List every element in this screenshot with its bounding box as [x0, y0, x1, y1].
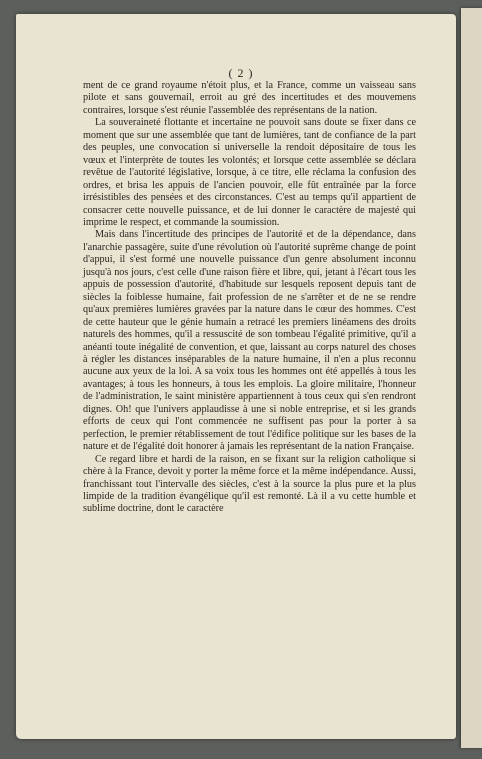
- page-number: ( 2 ): [228, 66, 254, 80]
- paragraph: Mais dans l'incertitude des principes de l'autorité et de la dépendance, dans l'anarchie passagère, suite d'une révolution où l'autorité suprême change de point d'appui, il s'est formé une nouvelle puissance d'un genre absolument inconnu jusqu'à nos jours, c'est celle d'une raison fière et libre, qui, jetant à l'écart tous les appuis de possession d'autorité, d'habitude sur lesquels reposent depuis tant de siècles la foiblesse humaine, fait profession de ne s'arrêter et de ne se rendre qu'aux premières lumières gravées par la nature dans le cœur des hommes. C'est de cette hauteur que le génie humain a retracé les premiers linéamens des droits naturels des hommes, qu'il a ressuscité de son tombeau l'égalité primitive, qu'il a anéanti toute inégalité de convention, et que, laissant au corps naturel des choses à régler les distances inséparables de la nature humaine, il n'en a plus reconnu aucune aux yeux de la loi. A sa voix tous les hommes ont été appellés à tous les avantages; à tous les honneurs, à tous les emplois. La gloire militaire, l'honneur de l'administration, le saint ministère appartiennent à tous ceux qui s'en rendront dignes. Oh! que l'univers applaudisse à une si noble entreprise, et si les grands efforts de ceux qui l'ont commencée ne suffisent pas pour la porter à sa perfection, le premier rétablissement de tout l'édifice politique sur les bases de la nature et de l'égalité doit honorer à jamais les représentant de la nation Française.: [83, 229, 416, 453]
- paragraph: Ce regard libre et hardi de la raison, en se fixant sur la religion catholique si chère à la France, devoit y porter la même force et la même indépendance. Aussi, franchissant tout l'intervalle des siècles, c'est à la source la plus pure et la plus limpide de la tradition évangélique qu'il est remonté. Là il a vu cette humble et sublime doctrine, dont le caractère: [83, 453, 416, 515]
- paragraph: La souveraineté flottante et incertaine ne pouvoit sans doute se fixer dans ce moment que sur une assemblée que tant de lumières, tant de confiance de la part des peuples, une convocation si universelle la rendoit dépositaire de tous les vœux et l'interprète de toutes les volontés; et lorsque cette assemblée se déclara revêtue de l'autorité législative, lorsque, à ce titre, elle réclama la confusion des ordres, et brisa les appuis de l'ancien pouvoir, elle fût entraînée par la force irrésistibles des pensées et des circonstances. C'est au temps qu'il appartient de consacrer cette nouvelle puissance, et de lui donner le caractère de majesté qui imprime le respect, et commande la soumission.: [83, 117, 416, 228]
- adjacent-page-edge: [461, 8, 482, 748]
- paragraph-continuation: ment de ce grand royaume n'étoit plus, et la France, comme un vaisseau sans pilote et sans gouvernail, erroit au gré des incertitudes et des mouvemens contraires, lorsque s'est réunie l'assemblée des représentans de la nation.: [83, 80, 416, 116]
- body-text: [83, 80, 416, 516]
